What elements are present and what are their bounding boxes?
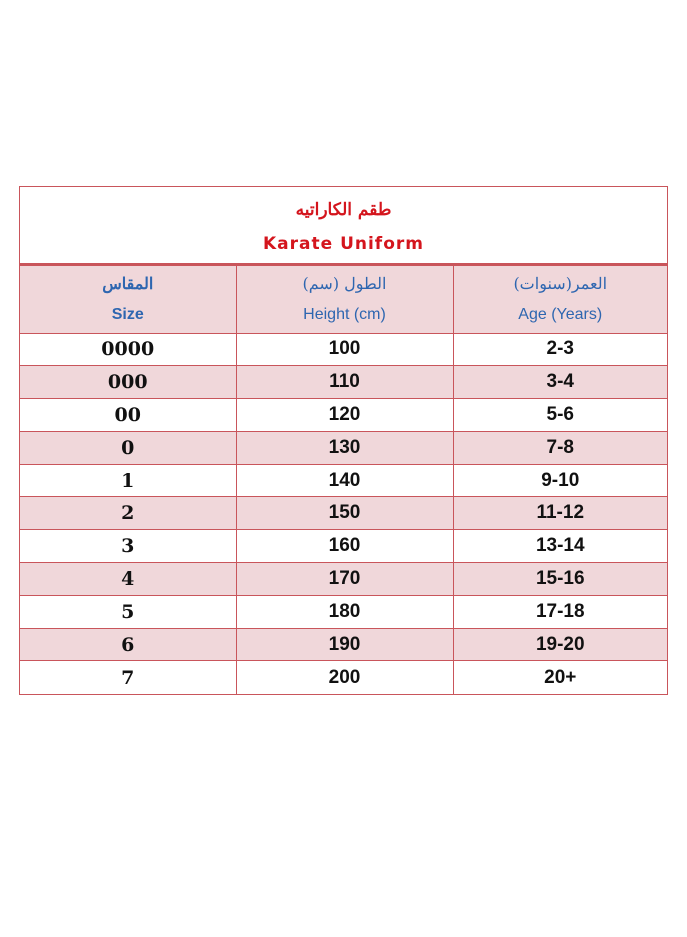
age-cell: 5-6 — [453, 399, 667, 432]
age-cell: 19-20 — [453, 628, 667, 661]
age-cell: 13-14 — [453, 530, 667, 563]
title-english: Karate Uniform — [263, 234, 424, 254]
header-size-arabic: المقاس — [102, 274, 154, 294]
height-cell: 100 — [236, 333, 453, 366]
size-cell: 2 — [20, 497, 236, 530]
size-cell: 6 — [20, 628, 236, 661]
size-cell: 000 — [20, 366, 236, 399]
header-size — [20, 266, 236, 333]
age-cell: 2-3 — [453, 333, 667, 366]
size-cell: 1 — [20, 464, 236, 497]
table-row — [20, 563, 667, 596]
height-cell: 190 — [236, 628, 453, 661]
age-cell: 17-18 — [453, 595, 667, 628]
size-cell: 3 — [20, 530, 236, 563]
header-row — [20, 266, 667, 333]
table-row — [20, 431, 667, 464]
size-cell: 4 — [20, 563, 236, 596]
size-cell: 7 — [20, 661, 236, 694]
age-cell: 3-4 — [453, 366, 667, 399]
header-height-english: Height (cm) — [303, 306, 386, 324]
height-cell: 160 — [236, 530, 453, 563]
header-age — [453, 266, 667, 333]
table-row — [20, 366, 667, 399]
age-cell: 15-16 — [453, 563, 667, 596]
table-row — [20, 399, 667, 432]
size-cell: 5 — [20, 595, 236, 628]
header-height-arabic: الطول (سم) — [302, 274, 387, 294]
title-arabic: طقم الكاراتيه — [295, 200, 392, 220]
table-row — [20, 661, 667, 694]
height-cell: 200 — [236, 661, 453, 694]
height-cell: 170 — [236, 563, 453, 596]
header-age-arabic: العمر(سنوات) — [513, 274, 608, 294]
size-cell: 0 — [20, 431, 236, 464]
table-row — [20, 333, 667, 366]
size-chart — [19, 186, 668, 695]
table-row — [20, 530, 667, 563]
table-row — [20, 628, 667, 661]
size-table — [20, 266, 667, 694]
age-cell: 9-10 — [453, 464, 667, 497]
height-cell: 120 — [236, 399, 453, 432]
table-row — [20, 595, 667, 628]
header-age-english: Age (Years) — [518, 306, 603, 324]
age-cell: 20+ — [544, 666, 577, 688]
header-height — [236, 266, 453, 333]
height-cell: 140 — [236, 464, 453, 497]
table-body — [20, 333, 667, 694]
height-cell: 180 — [236, 595, 453, 628]
age-cell: 11-12 — [453, 497, 667, 530]
age-cell: 7-8 — [453, 431, 667, 464]
height-cell: 130 — [236, 431, 453, 464]
header-size-english: Size — [111, 306, 144, 324]
chart-title-block — [20, 187, 667, 266]
height-cell: 150 — [236, 497, 453, 530]
table-row — [20, 464, 667, 497]
size-cell: 0000 — [20, 333, 236, 366]
height-cell: 110 — [236, 366, 453, 399]
table-row — [20, 497, 667, 530]
table-header — [20, 266, 667, 333]
size-cell: 00 — [20, 399, 236, 432]
